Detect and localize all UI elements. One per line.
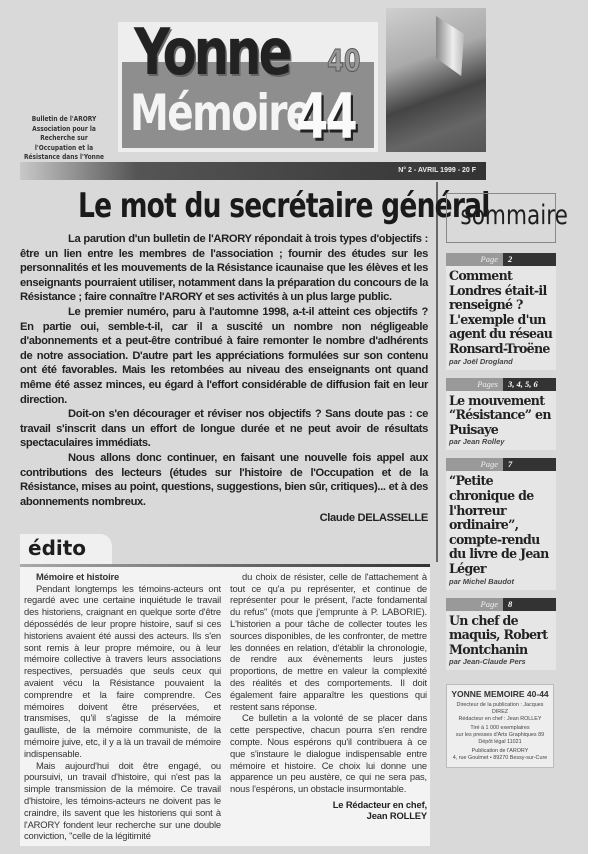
sommaire-item[interactable] [446,611,556,671]
colophon-title: YONNE MEMOIRE 40-44 [451,689,549,700]
page-label: Page [446,598,503,611]
editorial-body [20,232,428,526]
paragraph: Ce bulletin a la volonté de se placer dans cette perspective, chacun pourra s'en rendre compte. Nous espérons qu'il contribuera à ce que s'instaure le dialogue indispensable entre mémoire et histoire. Ce choix lui donne une apparence un peu austère, ce qui ne sera pas, nous l'espérons, un obstacle insurmontable. [230,712,427,795]
paragraph: La parution d'un bulletin de l'ARORY répondait à trois types d'objectifs : être un lien entre les membres de l'association ; fournir des études sur les personnalités et les mouvements de la Résistance icaunaise que les élèves et les enseignants pourraient utiliser, notamment dans la préparation du concours de la Résistance ; faire connaître l'ARORY et ses activités à un plus large public. [20,233,428,304]
item-title[interactable]: Un chef de maquis, Robert Montchanin [449,612,548,657]
colophon-address [448,748,552,762]
colophon-line: Rédacteur en chef : Jean ROLLEY [458,716,542,723]
edito-column-1 [24,571,221,842]
logo-40: 40 [327,44,361,79]
edito-tab: édito [20,534,112,564]
page-bar [446,458,556,471]
sommaire-title-text: sommaire [460,200,568,231]
signature-role: Le Rédacteur en chef, [332,799,427,811]
item-author: par Joël Drogland [449,356,513,366]
item-title[interactable]: “Petite chronique de l'horreur ordinaire”, compte-rendu du livre de Jean Léger [449,473,549,576]
colophon-line: Publication de l'ARORY [471,748,529,755]
bulletin-intro: Bulletin de l'ARORY Association pour la Recherche sur l'Occupation et la Résistance dans l'Yonne [23,114,105,161]
logo-44: 44 [296,80,355,152]
page-bar [446,598,556,611]
flag-image [436,16,464,76]
page-bar [446,253,556,266]
paragraph: du choix de résister, celle de l'attachement à tout ce qu'a pu représenter, et continue de représenter pour le présent, l'acte fondamental du refus" (mots que j'emprunte à P. LABORIE). L'historien a pour tâche de collecter toutes les sources disponibles, de les confronter, de mettre les données en relation, d'établir la chronologie, de rendre aux évènements leurs justes proportions, de mettre en valeur la complexité des réalités et des comportements. Il doit également faire apparaître les questions qui restent sans réponse. [230,570,427,712]
sommaire-item[interactable] [446,471,556,589]
column-divider [436,182,438,562]
colophon-line: Tiré à 1 000 exemplaires [470,725,530,732]
item-author: par Michel Baudot [449,576,515,586]
edito-section [20,534,430,846]
sommaire-sidebar [446,193,568,768]
edito-body [20,567,430,846]
page-label: Pages [446,378,503,391]
signature-name: Jean ROLLEY [366,810,427,822]
colophon-line: Directeur de la publication : Jacques DIREZ [456,702,544,716]
edito-column-2 [230,571,427,842]
paragraph: Doit-on s'en décourager et réviser nos objectifs ? Sans doute pas : ce travail s'inscrit dans un effort de longue durée et ne peut avoir de résultats spectaculaires immédiats. [20,408,428,450]
logo-yonne: Yonne [134,22,290,90]
colophon-print [448,725,552,746]
edito-signature [230,799,427,821]
item-author: par Jean Rolley [449,437,505,447]
sommaire-title [446,193,568,243]
page-number: 7 [503,458,556,471]
colophon-staff [448,702,552,723]
paragraph: Pendant longtemps les témoins-acteurs ont regardé avec une certaine inquiétude le travail des historiens, craignant en quelque sorte d'être dépossédés de leur propre histoire, sauf si ces historiens avaient été aussi des acteurs. Ils s'en sont remis à leur propre mémoire, ou à leur mémoire collective à travers leurs associations respectives, persuadés que seuls ceux qui avaient vécu la Résistance pouvaient la comprendre et la faire comprendre. Ces mémoires doivent être préservées, et transmises, qu'il s'agisse de la mémoire gaulliste, de la mémoire communiste, de la mémoire juive, etc, il y a là un travail de mémoire indispensable. [24,582,221,759]
sommaire-item[interactable] [446,266,556,370]
signature: Claude DELASSELLE [319,512,428,525]
colophon [446,684,554,768]
page-number: 8 [503,598,556,611]
item-author: par Jean-Claude Pers [449,657,526,667]
colophon-line: 4, rue Goulmet • 89270 Bessy-sur-Cure [452,755,548,762]
page-number: 3, 4, 5, 6 [503,378,556,391]
page-number: 2 [503,253,556,266]
item-title[interactable]: Le mouvement “Résistance” en Puisaye [449,392,551,437]
edito-heading: Mémoire et histoire [36,570,120,582]
colophon-line: Dépôt légal 11021 [478,739,522,746]
page-bar [446,378,556,391]
colophon-line: sur les presses d'Arts Graphiques 89 [455,732,545,739]
paragraph: Mais aujourd'hui doit être engagé, ou poursuivi, un travail d'histoire, qui n'est pas la simple transmission de la mémoire. Ce travail d'histoire, les témoins-acteurs ne doivent pas le craindre, ils savent que les historiens qui sont à l'ARORY fondent leur recherche sur une double conviction, "celle de la légitimité [24,759,221,842]
item-title[interactable]: Comment Londres était-il renseigné ? L'exemple d'un agent du réseau Ronsard-Troëne [449,268,553,356]
page-label: Page [446,458,503,471]
sommaire-item[interactable] [446,391,556,451]
page-label: Page [446,253,503,266]
liberation-photo [386,8,486,152]
masthead-logo [118,22,378,152]
paragraph: Nous allons donc continuer, en faisant une nouvelle fois appel aux contributions des lecteurs (études sur l'histoire de l'Occupation et de la Résistance, mises au point, questions, suggestions, bien sûr, critiques)... et à des abonnements nombreux. [20,451,428,508]
logo-memoire: Mémoire [130,84,311,142]
issue-bar: N° 2 - AVRIL 1999 - 20 F [20,162,486,180]
paragraph: Le premier numéro, paru à l'automne 1998, a-t-il atteint ces objectifs ? En partie oui, semble-t-il, car il a suscité un nombre non négligeable d'abonnements et a peut-être contribué à faire remonter le nombre d'adhérents de notre association. D'autre part les appréciations formulées sur son contenu ont été favorables. Mais les retombées au niveau des enseignants ont quand même été assez minces, eu égard à l'effort considérable de diffusion fait en leur direction. [20,305,428,406]
editorial-title [20,184,490,228]
editorial-title-text: Le mot du secrétaire général [78,186,490,226]
